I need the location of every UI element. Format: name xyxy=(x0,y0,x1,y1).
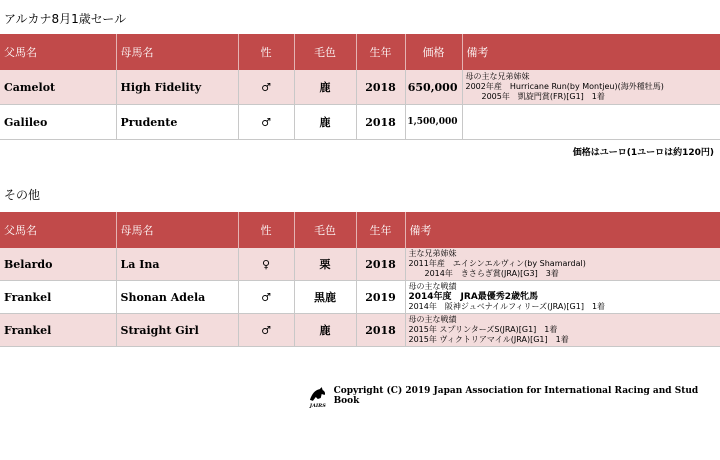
sale-table xyxy=(0,34,720,140)
col-year: 生年 xyxy=(356,34,405,70)
coat-color: 鹿 xyxy=(294,105,356,140)
col-sire: 父馬名 xyxy=(0,212,116,248)
notes xyxy=(405,314,720,347)
sex-male-icon: ♂ xyxy=(238,314,294,347)
coat-color: 栗 xyxy=(294,248,356,281)
dam-name: Straight Girl xyxy=(116,314,238,347)
col-price: 価格 xyxy=(405,34,462,70)
note-line: 2002年産 Hurricane Run(by Montjeu)(海外種牡馬) xyxy=(465,82,664,91)
col-dam: 母馬名 xyxy=(116,212,238,248)
note-line: 母の主な戦績 xyxy=(408,282,457,291)
note-line: 2015年 スプリンターズS(JRA)[G1] 1着 xyxy=(408,325,558,334)
other-table xyxy=(0,212,720,347)
col-dam: 母馬名 xyxy=(116,34,238,70)
birth-year: 2018 xyxy=(356,248,405,281)
sire-name: Frankel xyxy=(0,281,116,314)
sire-name: Camelot xyxy=(0,70,116,105)
copyright: Copyright (C) 2019 Japan Association for International Racing and Stud Book xyxy=(333,386,699,406)
notes xyxy=(462,105,720,140)
note-line: 2011年産 エイシンエルヴィン(by Shamardal) xyxy=(408,259,586,268)
col-sex: 性 xyxy=(238,34,294,70)
table-row xyxy=(0,314,720,347)
table-row xyxy=(0,281,720,314)
price: 1,500,000 xyxy=(405,105,462,140)
price-note: 価格はユーロ(1ユーロは約120円) xyxy=(572,148,714,158)
table-header-row xyxy=(0,212,720,248)
col-color: 毛色 xyxy=(294,212,356,248)
birth-year: 2018 xyxy=(356,105,405,140)
table-row xyxy=(0,70,720,105)
sire-name: Galileo xyxy=(0,105,116,140)
birth-year: 2018 xyxy=(356,70,405,105)
sex-male-icon: ♂ xyxy=(238,281,294,314)
birth-year: 2019 xyxy=(356,281,405,314)
note-line: 2014年 きさらぎ賞(JRA)[G3] 3着 xyxy=(408,269,559,278)
coat-color: 黒鹿 xyxy=(294,281,356,314)
note-line: 2005年 凱旋門賞(FR)[G1] 1着 xyxy=(465,92,605,101)
coat-color: 鹿 xyxy=(294,70,356,105)
col-sex: 性 xyxy=(238,212,294,248)
notes xyxy=(462,70,720,105)
note-line: 主な兄弟姉妹 xyxy=(408,249,457,258)
table-row xyxy=(0,105,720,140)
sex-male-icon: ♂ xyxy=(238,105,294,140)
table-header-row xyxy=(0,34,720,70)
sire-name: Belardo xyxy=(0,248,116,281)
note-line: 母の主な兄弟姉妹 xyxy=(465,72,530,81)
sex-male-icon: ♂ xyxy=(238,70,294,105)
dam-name: La Ina xyxy=(116,248,238,281)
col-year: 生年 xyxy=(356,212,405,248)
notes xyxy=(405,248,720,281)
coat-color: 鹿 xyxy=(294,314,356,347)
col-sire: 父馬名 xyxy=(0,34,116,70)
section1-title: アルカナ8月1歳セール xyxy=(4,12,127,26)
footer xyxy=(306,384,720,408)
note-line: 母の主な戦績 xyxy=(408,315,457,324)
logo-text: JAIRS xyxy=(309,402,326,408)
note-line: 2014年 阪神ジュベナイルフィリーズ(JRA)[G1] 1着 xyxy=(408,302,606,311)
dam-name: Shonan Adela xyxy=(116,281,238,314)
jairs-horse-logo-icon xyxy=(306,384,330,408)
col-notes: 備考 xyxy=(405,212,720,248)
section2-title: その他 xyxy=(4,188,41,202)
birth-year: 2018 xyxy=(356,314,405,347)
price: 650,000 xyxy=(405,70,462,105)
sex-female-icon: ♀ xyxy=(238,248,294,281)
dam-name: Prudente xyxy=(116,105,238,140)
note-line: 2015年 ヴィクトリアマイル(JRA)[G1] 1着 xyxy=(408,335,569,344)
col-notes: 備考 xyxy=(462,34,720,70)
col-color: 毛色 xyxy=(294,34,356,70)
sire-name: Frankel xyxy=(0,314,116,347)
dam-name: High Fidelity xyxy=(116,70,238,105)
table-row xyxy=(0,248,720,281)
notes xyxy=(405,281,720,314)
note-line: 2014年度 JRA最優秀2歳牝馬 xyxy=(408,292,539,302)
